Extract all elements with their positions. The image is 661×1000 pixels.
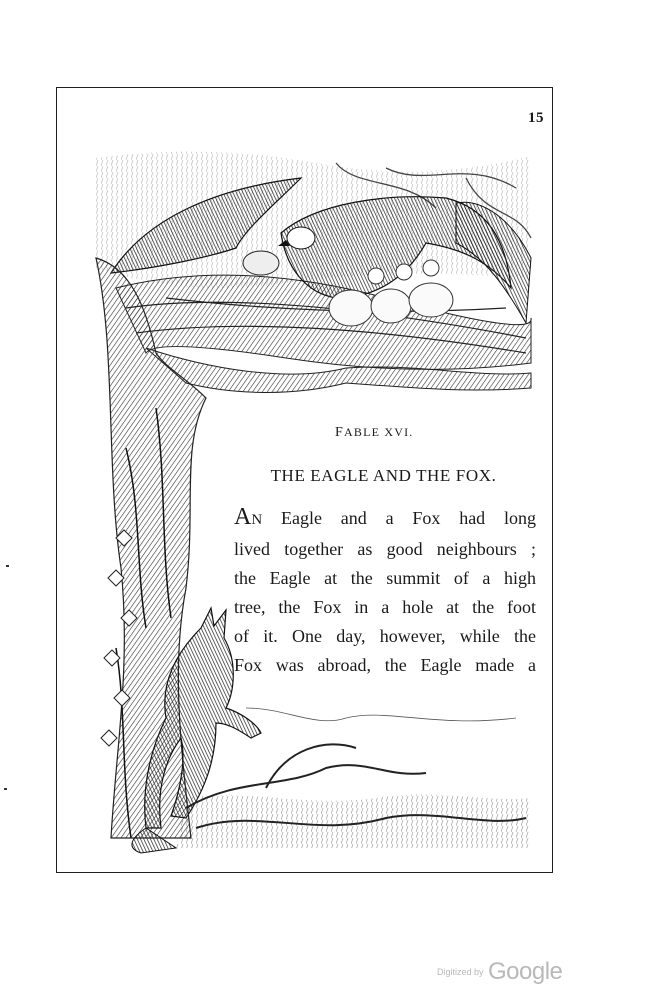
body-line-1-text: Eagle and a Fox had long (262, 508, 536, 528)
fable-label-rest: ABLE (344, 425, 381, 439)
fable-number (335, 425, 413, 441)
page-number: 15 (528, 110, 544, 126)
body-line-5: of it. One day, however, while the (234, 626, 536, 646)
digitized-by-watermark (437, 958, 562, 986)
scan-speck (6, 565, 9, 567)
fable-numeral: XVI. (384, 425, 414, 439)
body-line-2: lived together as good neighbours ; (234, 539, 536, 559)
tree-roots (176, 708, 531, 848)
body-line-4: tree, the Fox in a hole at the foot (234, 597, 536, 617)
body-smallcap: N (251, 512, 263, 528)
body-line-1 (234, 503, 536, 535)
fable-title: THE EAGLE AND THE FOX. (270, 466, 497, 485)
google-logo: Google (487, 958, 563, 985)
fable-label-first: F (335, 425, 344, 440)
body-dropcap: A (234, 504, 252, 530)
fable-body (234, 503, 536, 680)
body-line-6: Fox was abroad, the Eagle made a (234, 655, 536, 675)
body-line-3: the Eagle at the summit of a high (234, 568, 536, 588)
watermark-prefix: Digitized by (437, 967, 484, 977)
scan-speck (4, 788, 7, 790)
